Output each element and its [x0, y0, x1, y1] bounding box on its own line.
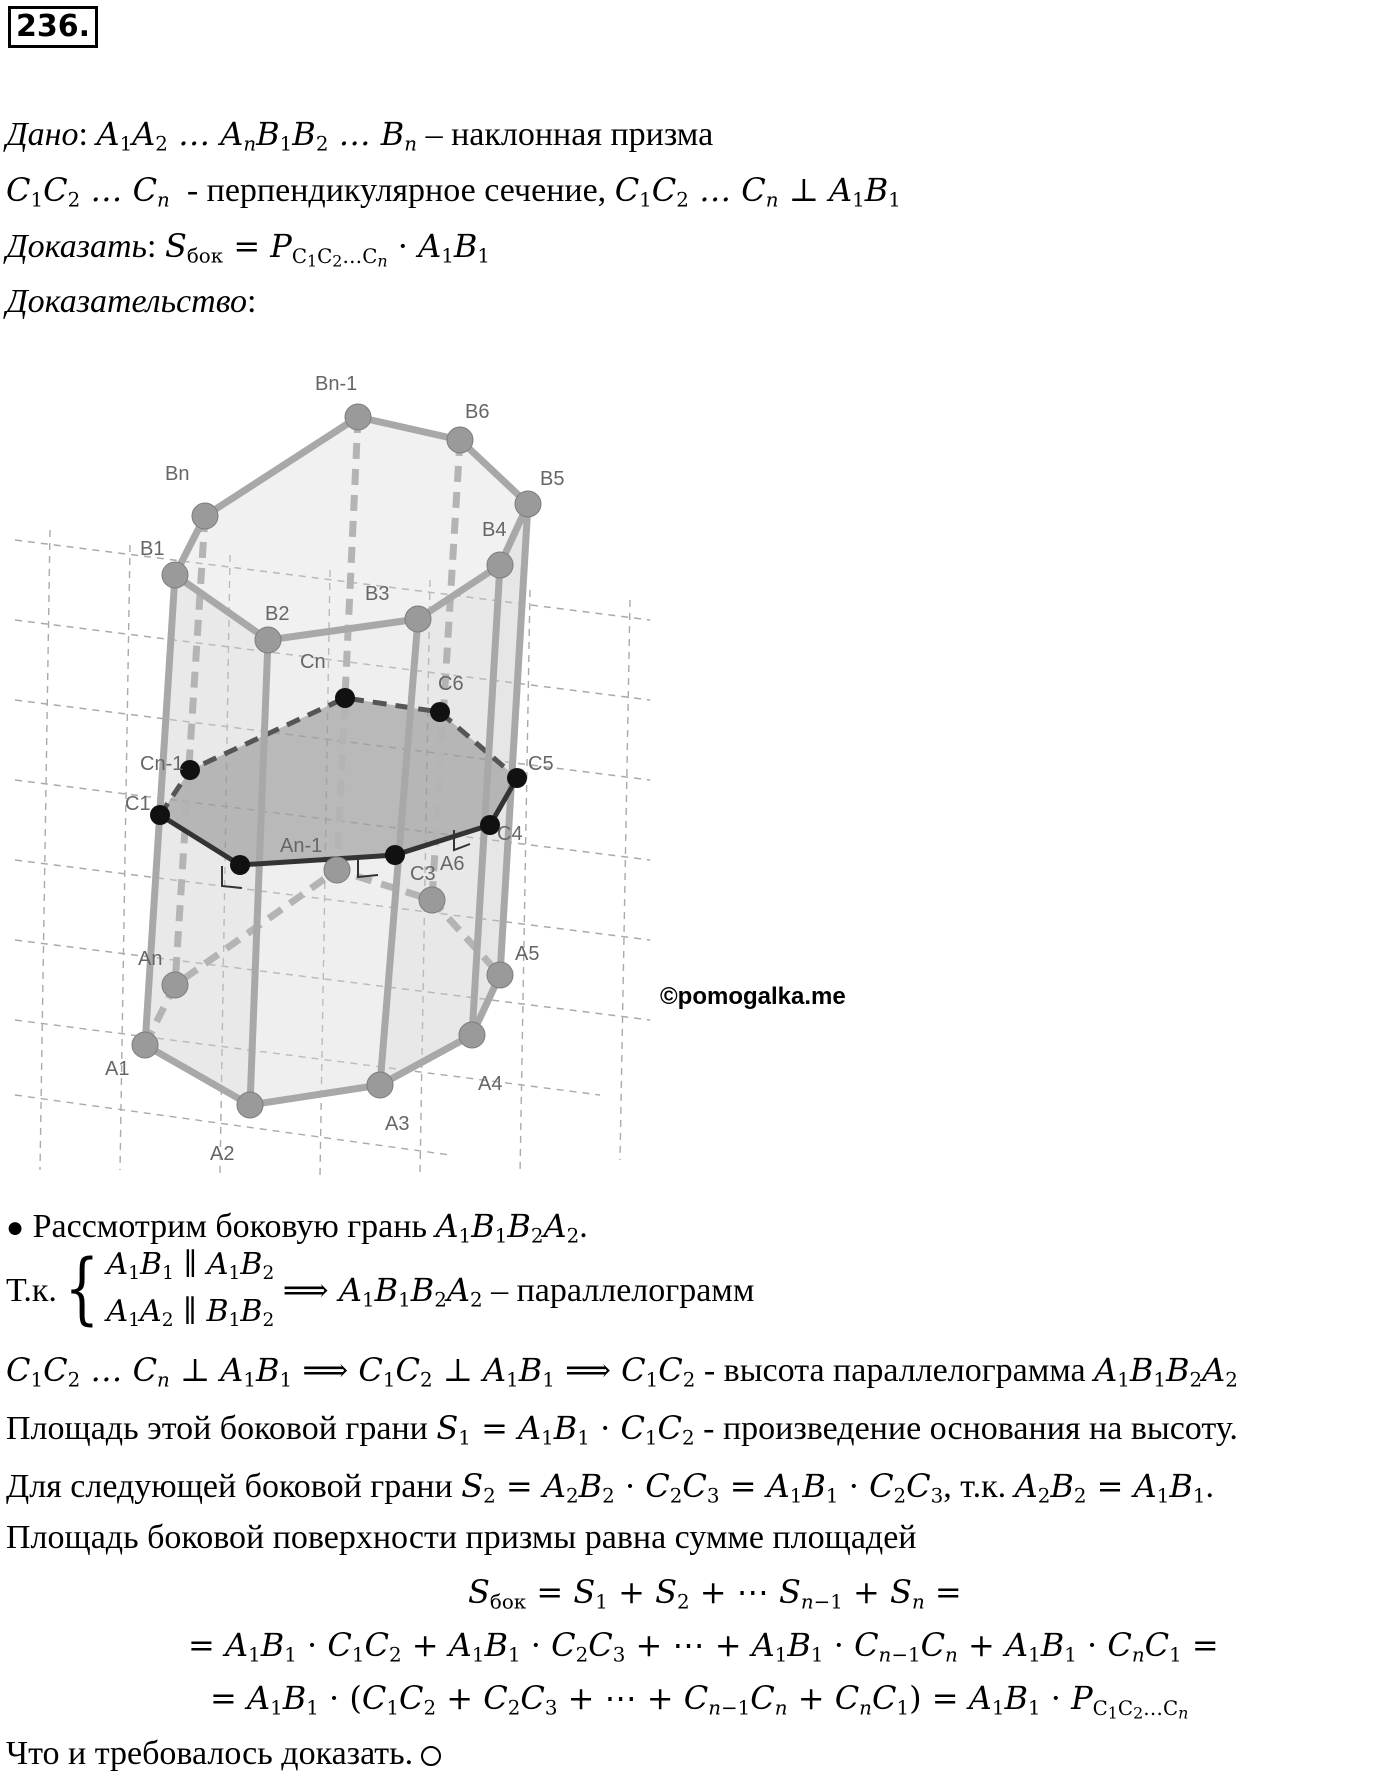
- formula-line-2: = $A_1B_1 \cdot C_1C_2 + A_1B_1 \cdot C_2C_3$ + ⋯ + $A_1B_1 \cdot C_{n-1}C_n + A_1B_1 \cdot C_nC_1$ =: [188, 1626, 1219, 1667]
- problem-number: 236.: [8, 6, 98, 48]
- section-line: $C_1C_2$ … $C_n$ - перпендикулярное сечение, $C_1C_2$ … $C_n$ ⊥ $A_1B_1$: [6, 171, 901, 212]
- label-C4: C4: [497, 823, 523, 845]
- label-C6: C6: [438, 673, 464, 695]
- label-B2: B2: [265, 603, 290, 625]
- label-A3: A3: [385, 1113, 410, 1135]
- lateral-sum-text: Площадь боковой поверхности призмы равна сумме площадей: [6, 1519, 917, 1556]
- given-label: Дано: [6, 116, 79, 153]
- prove-line: Доказать: $S_{бок} = P_{C_1C_2\dots C_n} \cdot A_1B_1$: [6, 227, 490, 271]
- step-next-face: Для следующей боковой грани $S_2 = A_2B_2 \cdot C_2C_3 = A_1B_1 \cdot C_2C_3$, т.к. $A_2B_2 = A_1B_1$.: [6, 1467, 1215, 1508]
- step-since: Т.к.{ $A_1B_1$ ∥ $A_1B_2$ $A_1A_2$ ∥ $B_1B_2$ ⟹ $A_1B_1B_2A_2$ – параллелограмм: [6, 1244, 755, 1335]
- proof-line: Доказательство:: [6, 283, 257, 320]
- label-Cn1: Cn-1: [140, 753, 184, 775]
- step-height: $C_1C_2$ … $C_n$ ⊥ $A_1B_1$ ⟹ $C_1C_2$ ⊥ $A_1B_1$ ⟹ $C_1C_2$ - высота параллелограмма $A_1B_1B_2A_2$: [6, 1351, 1238, 1392]
- label-Bn1: Bn-1: [315, 373, 358, 395]
- step-conclusion: [6, 1734, 441, 1774]
- step-consider: ● Рассмотрим боковую грань $A_1B_1B_2A_2$.: [6, 1207, 588, 1248]
- label-B1: B1: [140, 538, 165, 560]
- since-short-text: т.к.: [960, 1468, 1007, 1505]
- step-lateral-sum: [6, 1518, 917, 1558]
- label-Bn: Bn: [165, 463, 190, 485]
- area-face-text: Площадь этой боковой грани: [6, 1410, 428, 1447]
- since-text: Т.к.: [6, 1272, 57, 1309]
- product-note: - произведение основания на высоту.: [703, 1410, 1238, 1447]
- label-C1: C1: [125, 793, 151, 815]
- formula-line-3: = $A_1B_1 \cdot (C_1C_2 + C_2C_3$ + ⋯ + $C_{n-1}C_n + C_nC_1) = A_1B_1 \cdot P_{C_1C_2\dots C_n}$: [210, 1679, 1189, 1723]
- section-text: - перпендикулярное сечение,: [186, 172, 607, 209]
- label-A1: A1: [105, 1058, 130, 1080]
- label-An: An: [138, 948, 163, 970]
- label-C5: C5: [528, 753, 554, 775]
- label-B4: B4: [482, 519, 507, 541]
- height-text: - высота параллелограмма: [703, 1352, 1086, 1389]
- label-B5: B5: [540, 468, 565, 490]
- label-B6: B6: [465, 401, 490, 423]
- label-Cn: Cn: [300, 651, 326, 673]
- label-B3: B3: [365, 583, 390, 605]
- step-area-face: Площадь этой боковой грани $S_1 = A_1B_1 \cdot C_1C_2$ - произведение основания на высоту.: [6, 1409, 1238, 1450]
- end-of-proof-icon: [421, 1746, 441, 1766]
- conclusion-text: Что и требовалось доказать.: [6, 1735, 414, 1772]
- consider-text: Рассмотрим боковую грань: [32, 1208, 427, 1245]
- label-A6: A6: [440, 853, 465, 875]
- label-A2: A2: [210, 1143, 235, 1165]
- prism-figure: [0, 350, 700, 1180]
- next-face-text: Для следующей боковой грани: [6, 1468, 453, 1505]
- given-line: Дано: $A_1A_2$ … $A_nB_1B_2$ … $B_n$ – наклонная призма: [6, 115, 714, 156]
- label-An1: An-1: [280, 835, 323, 857]
- watermark: ©pomogalka.me: [660, 983, 846, 1010]
- label-A4: A4: [478, 1073, 503, 1095]
- prism-text: – наклонная призма: [425, 116, 714, 153]
- prove-label: Доказать: [6, 228, 147, 265]
- formula-line-1: $S_{бок} = S_1 + S_2$ + ⋯ $S_{n-1} + S_n$ =: [468, 1573, 962, 1614]
- label-A5: A5: [515, 943, 540, 965]
- proof-label: Доказательство: [6, 283, 248, 320]
- parallelogram-text: – параллелограмм: [491, 1272, 755, 1309]
- label-C3: C3: [410, 863, 436, 885]
